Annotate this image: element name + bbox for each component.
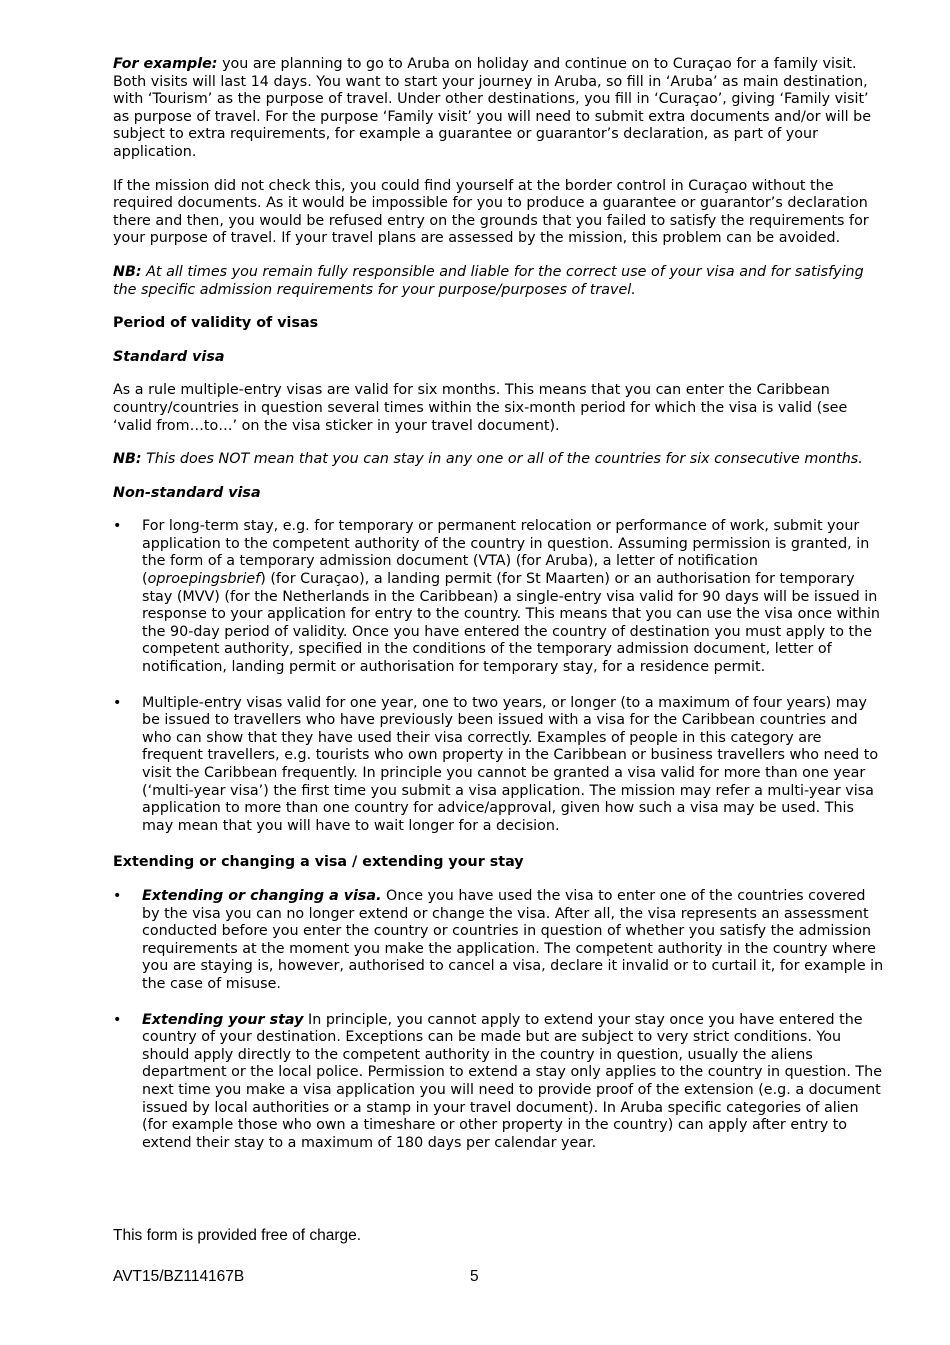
bullet-icon: • [113, 1011, 122, 1028]
non-standard-visa-heading: Non-standard visa [113, 484, 261, 501]
nb-lead-1: NB: [113, 263, 142, 280]
nb-text-2: This does NOT mean that you can stay in any one or all of the countries for six consecutive months. [141, 451, 863, 468]
item-text: In principle, you cannot apply to extend your stay once you have entered the country of your destination. Exceptions can be made but are subject to very strict conditions. You should apply directly to the competent authority in the country in question, usually the aliens department or the local police. Permission to extend a stay only applies to the country in question. The next time you make a visa application you will need to provide proof of the extension (e.g. a document issued by local authorities or a stamp in your travel document). In Aruba specific categories of alien (for example those who own a timeshare or other property in the country) can apply after entry to extend their stay to a maximum of 180 days per calendar year. [142, 1011, 883, 1151]
nb-text-1: At all times you remain fully responsible and liable for the correct use of your visa and for satisfying the specific admission requirements for your purpose/purposes of travel. [113, 263, 864, 298]
footer-form-code: AVT15/BZ114167B [113, 1268, 245, 1285]
item-lead: Extending or changing a visa. [142, 887, 382, 904]
item-lead: Extending your stay [142, 1011, 304, 1028]
item-text-b: ) (for Curaçao), a landing permit (for St Maarten) or an authorisation for temporary stay (MVV) (for the Netherlands in the Caribbean) a single-entry visa valid for 90 days will be issued in response to your application for entry to the country. This means that you can use the visa once within the 90-day period of validity. Once you have entered the country of destination you must apply to the competent authority, specified in the conditions of the temporary admission document, letter of notification, landing permit or authorisation for temporary stay, for a residence permit. [142, 571, 880, 676]
item-text: Once you have used the visa to enter one of the countries covered by the visa you can no longer extend or change the visa. After all, the visa represents an assessment conducted before you enter the country or countries in question of whether you satisfy the admission requirements at the moment you make the application. The competent authority in the country where you are staying is, however, authorised to cancel a visa, declare it invalid or to curtail it, for example in the case of misuse. [142, 887, 884, 992]
page-number: 5 [470, 1268, 479, 1285]
list-item [113, 888, 885, 994]
list-item [113, 1012, 885, 1153]
example-paragraph [113, 56, 885, 162]
bullet-icon: • [113, 887, 122, 904]
non-standard-visa-list [113, 518, 885, 835]
extending-list [113, 888, 885, 1152]
bullet-icon: • [113, 694, 122, 711]
list-item [113, 518, 885, 676]
item-text-a: For long-term stay, e.g. for temporary or permanent relocation or performance of work, submit your application to the competent authority of the country in question. Assuming permission is granted, in the form of a temporary admission document (VTA) (for Aruba), a letter of notification ( [142, 518, 870, 588]
standard-visa-heading: Standard visa [113, 348, 225, 365]
footer-note: This form is provided free of charge. [113, 1227, 362, 1244]
standard-visa-text: As a rule multiple-entry visas are valid for six months. This means that you can enter the Caribbean country/countries in question several times within the six-month period for which the visa is valid (see ‘valid from…to…’ on the visa sticker in your travel document). [113, 382, 848, 434]
item-text: Multiple-entry visas valid for one year, one to two years, or longer (to a maximum of four years) may be issued to travellers who have previously been issued with a visa for the Caribbean countries and who can show that they have used their visa correctly. Examples of people in this category are frequent travellers, e.g. tourists who own property in the Caribbean or business travellers who need to visit the Caribbean frequently. In principle you cannot be granted a visa valid for more than one year (‘multi-year visa’) the first time you submit a visa application. The mission may refer a multi-year visa application to more than one country for advice/approval, given how such a visa may be used. This may mean that you will have to wait longer for a decision. [142, 694, 879, 834]
validity-heading: Period of validity of visas [113, 315, 319, 332]
item-text-italic: oproepingsbrief [147, 571, 261, 588]
example-text: you are planning to go to Aruba on holiday and continue on to Curaçao for a family visit. Both visits will last 14 days. You want to start your journey in Aruba, so fill in ‘Aruba’ as main destination, with ‘Tourism’ as the purpose of travel. Under other destinations, you fill in ‘Curaçao’, giving ‘Family visit’ as purpose of travel. For the purpose ‘Family visit’ you will need to submit extra documents and/or will be subject to extra requirements, for example a guarantee or guarantor’s declaration, as part of your application. [113, 56, 872, 160]
mission-paragraph: If the mission did not check this, you could find yourself at the border control in Curaçao without the required documents. As it would be impossible for you to produce a guarantee or guarantor’s declaration there and then, you would be refused entry on the grounds that you failed to satisfy the requirements for your purpose of travel. If your travel plans are assessed by the mission, this problem can be avoided. [113, 177, 869, 247]
document-body [113, 56, 885, 1170]
extending-heading: Extending or changing a visa / extending your stay [113, 854, 524, 871]
nb-lead-2: NB: [113, 451, 142, 468]
bullet-icon: • [113, 518, 122, 535]
example-lead: For example: [113, 56, 218, 72]
nb-paragraph-2 [113, 451, 885, 469]
list-item [113, 695, 885, 836]
nb-paragraph-1 [113, 264, 885, 299]
